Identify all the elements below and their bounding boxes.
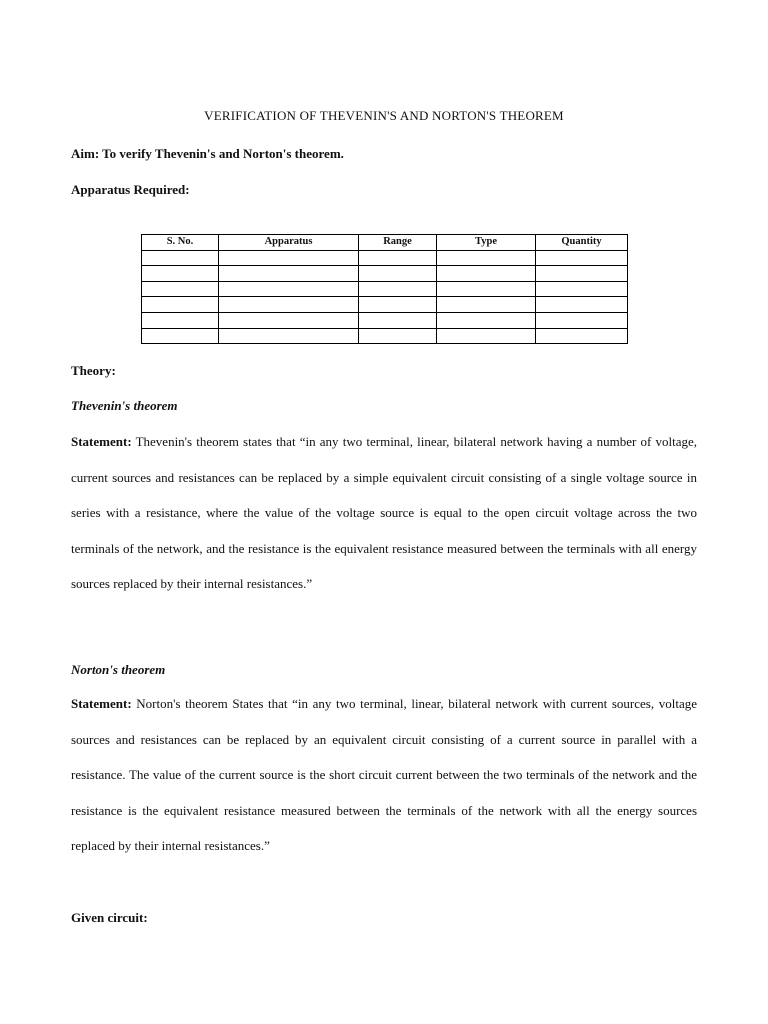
- given-circuit-heading: Given circuit:: [71, 910, 148, 925]
- table-cell: [359, 328, 437, 344]
- table-cell: [219, 281, 359, 297]
- norton-statement-label: Statement:: [71, 696, 132, 711]
- table-cell: [359, 266, 437, 282]
- table-cell: [219, 297, 359, 313]
- table-row: [142, 250, 628, 266]
- table-cell: [219, 266, 359, 282]
- table-cell: [437, 328, 536, 344]
- table-cell: [536, 328, 628, 344]
- table-cell: [359, 297, 437, 313]
- table-cell: [536, 250, 628, 266]
- table-header-apparatus: Apparatus: [219, 235, 359, 251]
- thevenin-heading: Thevenin's theorem: [71, 398, 178, 413]
- table-cell: [437, 266, 536, 282]
- table-row: [142, 328, 628, 344]
- table-cell: [536, 312, 628, 328]
- table-row: [142, 297, 628, 313]
- table-cell: [536, 297, 628, 313]
- table-cell: [142, 312, 219, 328]
- table-row: [142, 266, 628, 282]
- table-cell: [437, 250, 536, 266]
- thevenin-statement: [71, 424, 697, 602]
- table-header-type: Type: [437, 235, 536, 251]
- table-cell: [219, 312, 359, 328]
- table-cell: [437, 297, 536, 313]
- table-cell: [142, 266, 219, 282]
- thevenin-statement-text: Thevenin's theorem states that “in any two terminal, linear, bilateral network having a number of voltage, current sources and resistances can be replaced by a simple equivalent circuit consisting of a single voltage source in series with a resistance, where the value of the voltage source is equal to the open circuit voltage across the two terminals of the network, and the resistance is the equivalent resistance measured between the terminals with all energy sources replaced by their internal resistances.”: [71, 434, 697, 591]
- aim-text: Aim: To verify Thevenin's and Norton's theorem.: [71, 146, 344, 161]
- table-cell: [142, 328, 219, 344]
- apparatus-heading: Apparatus Required:: [71, 182, 190, 197]
- table-cell: [142, 281, 219, 297]
- table-cell: [142, 297, 219, 313]
- table-header-sno: S. No.: [142, 235, 219, 251]
- table-cell: [359, 281, 437, 297]
- theory-heading: Theory:: [71, 363, 116, 378]
- table-body: [142, 250, 628, 344]
- norton-statement: [71, 686, 697, 864]
- table-cell: [359, 312, 437, 328]
- table-header-quantity: Quantity: [536, 235, 628, 251]
- table-row: [142, 312, 628, 328]
- table-cell: [536, 266, 628, 282]
- apparatus-table: [141, 234, 628, 344]
- table-header-range: Range: [359, 235, 437, 251]
- table-cell: [142, 250, 219, 266]
- table-header-row: [142, 235, 628, 251]
- table-row: [142, 281, 628, 297]
- table-cell: [219, 328, 359, 344]
- norton-heading: Norton's theorem: [71, 662, 166, 677]
- table-cell: [219, 250, 359, 266]
- thevenin-statement-label: Statement:: [71, 434, 132, 449]
- table-cell: [437, 281, 536, 297]
- table-cell: [536, 281, 628, 297]
- document-title: VERIFICATION OF THEVENIN'S AND NORTON'S THEOREM: [204, 108, 564, 123]
- table-cell: [359, 250, 437, 266]
- table-cell: [437, 312, 536, 328]
- norton-statement-text: Norton's theorem States that “in any two terminal, linear, bilateral network with current sources, voltage sources and resistances can be replaced by an equivalent circuit consisting of a current source in parallel with a resistance. The value of the current source is the short circuit current between the two terminals of the network and the resistance is the equivalent resistance measured between the terminals of the network with all the energy sources replaced by their internal resistances.”: [71, 696, 697, 853]
